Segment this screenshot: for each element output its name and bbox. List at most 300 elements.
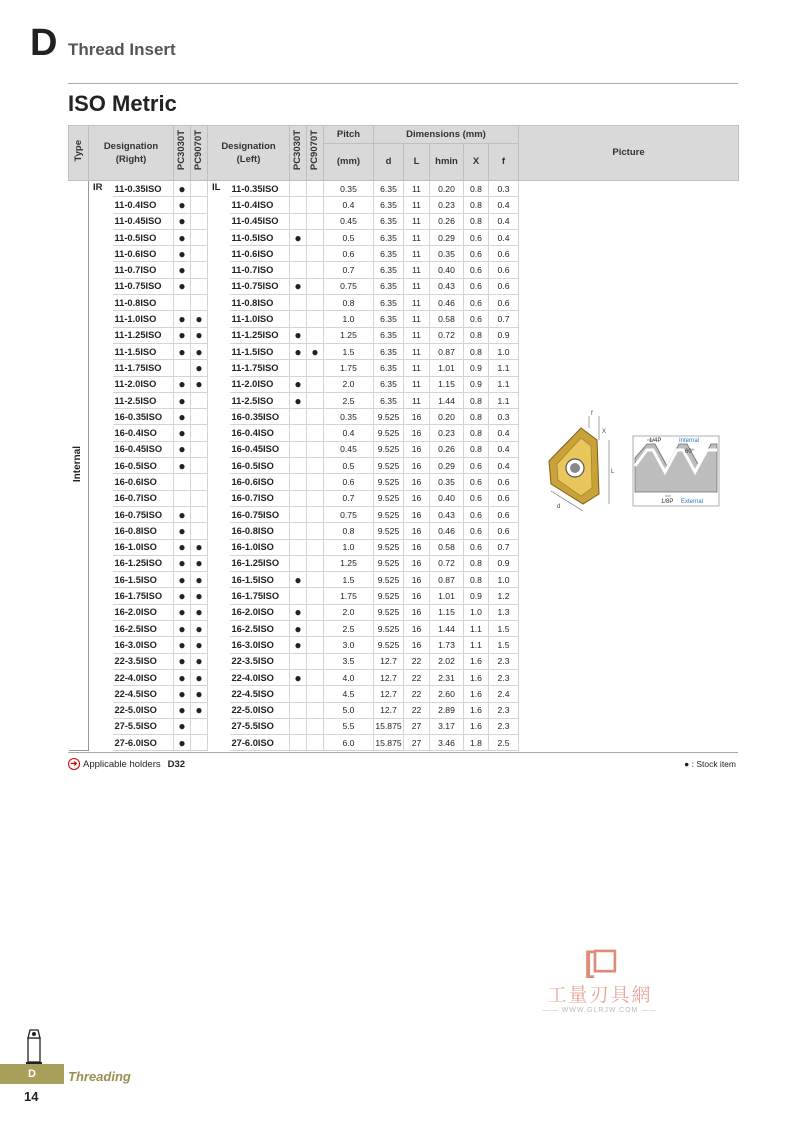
grade-pc3030t-left: ● bbox=[290, 343, 307, 359]
grade-pc3030t-right: ● bbox=[174, 718, 191, 734]
pitch-value: 2.0 bbox=[324, 604, 374, 620]
dim-hmin: 0.46 bbox=[430, 295, 464, 311]
dim-f: 1.2 bbox=[489, 588, 519, 604]
grade-pc3030t-left bbox=[290, 262, 307, 278]
grade-pc9070t-left bbox=[307, 360, 324, 376]
grade-pc3030t-left: ● bbox=[290, 637, 307, 653]
designation-left: 16-0.7ISO bbox=[230, 490, 290, 506]
dim-hmin: 0.20 bbox=[430, 409, 464, 425]
spec-table bbox=[68, 125, 739, 751]
dim-f: 0.3 bbox=[489, 409, 519, 425]
grade-pc9070t-left bbox=[307, 539, 324, 555]
designation-left: 16-0.6ISO bbox=[230, 474, 290, 490]
dim-d: 6.35 bbox=[374, 327, 404, 343]
dim-f: 1.1 bbox=[489, 360, 519, 376]
dim-f: 0.6 bbox=[489, 262, 519, 278]
grade-pc9070t-left bbox=[307, 246, 324, 262]
grade-pc3030t-left bbox=[290, 506, 307, 522]
dim-x: 1.0 bbox=[464, 604, 489, 620]
label-d: d bbox=[556, 503, 561, 510]
dim-f: 0.6 bbox=[489, 474, 519, 490]
grade-pc9070t-left bbox=[307, 653, 324, 669]
dim-l: 16 bbox=[404, 555, 430, 571]
dim-l: 11 bbox=[404, 262, 430, 278]
grade-pc9070t-left bbox=[307, 490, 324, 506]
dim-f: 0.4 bbox=[489, 197, 519, 213]
grade-pc3030t-left: ● bbox=[290, 392, 307, 408]
grade-pc9070t-right: ● bbox=[191, 686, 208, 702]
dim-x: 0.8 bbox=[464, 392, 489, 408]
grade-pc9070t-left bbox=[307, 213, 324, 229]
grade-pc3030t-right: ● bbox=[174, 555, 191, 571]
header-l: L bbox=[404, 144, 430, 181]
grade-pc9070t-right: ● bbox=[191, 343, 208, 359]
section-letter: D bbox=[30, 22, 58, 64]
header-designation-left: Designation (Left) bbox=[208, 126, 290, 181]
grade-pc3030t-left: ● bbox=[290, 278, 307, 294]
grade-pc3030t-right bbox=[174, 490, 191, 506]
grade-pc3030t-left bbox=[290, 474, 307, 490]
label-angle: 60° bbox=[684, 448, 694, 455]
dim-l: 11 bbox=[404, 311, 430, 327]
grade-pc9070t-right bbox=[191, 213, 208, 229]
grade-pc9070t-left bbox=[307, 474, 324, 490]
designation-left: 11-0.7ISO bbox=[230, 262, 290, 278]
pitch-value: 0.7 bbox=[324, 262, 374, 278]
grade-pc3030t-left bbox=[290, 197, 307, 213]
grade-pc9070t-right bbox=[191, 458, 208, 474]
dim-f: 0.7 bbox=[489, 311, 519, 327]
designation-right: 11-1.5ISO bbox=[113, 343, 174, 359]
grade-pc9070t-left bbox=[307, 735, 324, 751]
pitch-value: 1.5 bbox=[324, 343, 374, 359]
dim-x: 1.6 bbox=[464, 718, 489, 734]
header-x: X bbox=[464, 144, 489, 181]
grade-pc3030t-left: ● bbox=[290, 604, 307, 620]
grade-pc3030t-right bbox=[174, 295, 191, 311]
dim-x: 1.6 bbox=[464, 702, 489, 718]
dim-hmin: 0.26 bbox=[430, 441, 464, 457]
grade-pc9070t-right: ● bbox=[191, 669, 208, 685]
dim-x: 1.1 bbox=[464, 637, 489, 653]
dim-l: 22 bbox=[404, 669, 430, 685]
grade-pc9070t-right bbox=[191, 181, 208, 197]
grade-pc9070t-right bbox=[191, 735, 208, 751]
designation-right: 11-0.5ISO bbox=[113, 229, 174, 245]
designation-left: 22-3.5ISO bbox=[230, 653, 290, 669]
header-designation-right: Designation (Right) bbox=[89, 126, 174, 181]
dim-x: 0.8 bbox=[464, 441, 489, 457]
dim-x: 0.6 bbox=[464, 474, 489, 490]
dim-l: 16 bbox=[404, 572, 430, 588]
dim-hmin: 1.15 bbox=[430, 376, 464, 392]
pitch-value: 0.8 bbox=[324, 523, 374, 539]
designation-right: 16-3.0ISO bbox=[113, 637, 174, 653]
grade-pc9070t-right bbox=[191, 295, 208, 311]
page-title: ISO Metric bbox=[68, 91, 177, 116]
dim-f: 0.9 bbox=[489, 555, 519, 571]
grade-pc3030t-left bbox=[290, 458, 307, 474]
dim-hmin: 0.58 bbox=[430, 539, 464, 555]
header-pitch: Pitch bbox=[324, 126, 374, 144]
dim-l: 16 bbox=[404, 588, 430, 604]
dim-d: 6.35 bbox=[374, 392, 404, 408]
watermark-url: —— WWW.GLRJW.COM —— bbox=[542, 1007, 658, 1014]
designation-left: 16-1.25ISO bbox=[230, 555, 290, 571]
pitch-value: 1.25 bbox=[324, 555, 374, 571]
grade-pc3030t-left bbox=[290, 718, 307, 734]
label-eighth-pitch: 1/8P bbox=[660, 498, 674, 505]
designation-left: 11-0.75ISO bbox=[230, 278, 290, 294]
designation-left: 27-6.0ISO bbox=[230, 735, 290, 751]
grade-pc9070t-left bbox=[307, 555, 324, 571]
dim-hmin: 0.35 bbox=[430, 474, 464, 490]
dim-l: 16 bbox=[404, 523, 430, 539]
dim-d: 9.525 bbox=[374, 474, 404, 490]
designation-left: 11-0.5ISO bbox=[230, 229, 290, 245]
designation-right: 16-2.5ISO bbox=[113, 621, 174, 637]
grade-pc9070t-right: ● bbox=[191, 327, 208, 343]
dim-d: 6.35 bbox=[374, 376, 404, 392]
grade-pc3030t-right: ● bbox=[174, 181, 191, 197]
dim-l: 11 bbox=[404, 376, 430, 392]
grade-pc3030t-right: ● bbox=[174, 637, 191, 653]
pitch-value: 5.0 bbox=[324, 702, 374, 718]
dim-hmin: 1.73 bbox=[430, 637, 464, 653]
applicable-holders-note bbox=[68, 758, 185, 770]
dim-hmin: 1.01 bbox=[430, 588, 464, 604]
dim-f: 0.6 bbox=[489, 506, 519, 522]
dim-d: 6.35 bbox=[374, 295, 404, 311]
grade-pc9070t-left bbox=[307, 588, 324, 604]
dim-l: 11 bbox=[404, 246, 430, 262]
grade-pc3030t-right: ● bbox=[174, 425, 191, 441]
reference-arrow-icon: ➔ bbox=[68, 758, 80, 770]
insert-diagram bbox=[529, 406, 729, 526]
dim-f: 1.0 bbox=[489, 343, 519, 359]
dim-l: 16 bbox=[404, 425, 430, 441]
right-hand-code: IR bbox=[93, 182, 103, 193]
grade-pc3030t-right: ● bbox=[174, 262, 191, 278]
dim-x: 0.6 bbox=[464, 458, 489, 474]
header-grade-pc3030t: PC3030T bbox=[174, 126, 191, 181]
designation-left: 11-0.4ISO bbox=[230, 197, 290, 213]
section-tab[interactable]: D bbox=[0, 1064, 64, 1084]
threading-tool-icon bbox=[24, 1028, 48, 1066]
dim-hmin: 0.43 bbox=[430, 506, 464, 522]
designation-left: 16-2.5ISO bbox=[230, 621, 290, 637]
grade-pc3030t-right: ● bbox=[174, 229, 191, 245]
pitch-value: 0.4 bbox=[324, 197, 374, 213]
designation-left: 16-0.35ISO bbox=[230, 409, 290, 425]
dim-d: 12.7 bbox=[374, 702, 404, 718]
dim-hmin: 0.29 bbox=[430, 458, 464, 474]
dim-f: 1.3 bbox=[489, 604, 519, 620]
label-internal: Internal bbox=[678, 437, 699, 444]
grade-pc3030t-right: ● bbox=[174, 686, 191, 702]
designation-right: 16-0.45ISO bbox=[113, 441, 174, 457]
grade-pc9070t-left bbox=[307, 197, 324, 213]
grade-pc9070t-right: ● bbox=[191, 702, 208, 718]
grade-pc3030t-right: ● bbox=[174, 327, 191, 343]
designation-right: 11-0.8ISO bbox=[113, 295, 174, 311]
grade-pc3030t-right: ● bbox=[174, 539, 191, 555]
grade-pc9070t-right: ● bbox=[191, 539, 208, 555]
dim-f: 2.3 bbox=[489, 702, 519, 718]
dim-x: 0.6 bbox=[464, 229, 489, 245]
table-row bbox=[69, 181, 739, 197]
dim-f: 0.4 bbox=[489, 458, 519, 474]
grade-pc9070t-left bbox=[307, 718, 324, 734]
grade-pc3030t-left bbox=[290, 588, 307, 604]
dim-f: 0.3 bbox=[489, 181, 519, 197]
designation-left: 16-3.0ISO bbox=[230, 637, 290, 653]
grade-pc9070t-right bbox=[191, 278, 208, 294]
grade-pc3030t-right: ● bbox=[174, 523, 191, 539]
thread-profile-figure bbox=[633, 436, 719, 506]
grade-pc9070t-left: ● bbox=[307, 343, 324, 359]
dim-hmin: 1.01 bbox=[430, 360, 464, 376]
header-type: Type bbox=[69, 126, 89, 181]
pitch-value: 0.6 bbox=[324, 246, 374, 262]
grade-pc9070t-left bbox=[307, 327, 324, 343]
dim-f: 0.4 bbox=[489, 229, 519, 245]
dim-x: 1.6 bbox=[464, 686, 489, 702]
dim-d: 6.35 bbox=[374, 311, 404, 327]
designation-left: 11-1.0ISO bbox=[230, 311, 290, 327]
grade-pc9070t-right: ● bbox=[191, 311, 208, 327]
designation-right: 16-1.5ISO bbox=[113, 572, 174, 588]
grade-pc3030t-left: ● bbox=[290, 229, 307, 245]
dim-hmin: 0.23 bbox=[430, 425, 464, 441]
dim-f: 0.6 bbox=[489, 278, 519, 294]
grade-pc3030t-right bbox=[174, 474, 191, 490]
dim-d: 9.525 bbox=[374, 539, 404, 555]
grade-pc9070t-left bbox=[307, 295, 324, 311]
holders-ref-link[interactable]: D32 bbox=[167, 758, 186, 770]
grade-pc3030t-right: ● bbox=[174, 735, 191, 751]
header-picture: Picture bbox=[519, 126, 739, 181]
dim-hmin: 2.60 bbox=[430, 686, 464, 702]
dim-l: 16 bbox=[404, 506, 430, 522]
dim-x: 0.9 bbox=[464, 376, 489, 392]
grade-pc9070t-right: ● bbox=[191, 637, 208, 653]
grade-pc3030t-right: ● bbox=[174, 621, 191, 637]
dim-x: 0.8 bbox=[464, 197, 489, 213]
section-name: Threading bbox=[68, 1069, 131, 1084]
grade-pc3030t-left: ● bbox=[290, 572, 307, 588]
grade-pc3030t-left bbox=[290, 702, 307, 718]
dim-x: 0.6 bbox=[464, 490, 489, 506]
dim-hmin: 0.87 bbox=[430, 572, 464, 588]
dim-x: 1.6 bbox=[464, 653, 489, 669]
grade-pc3030t-left: ● bbox=[290, 327, 307, 343]
dim-l: 16 bbox=[404, 458, 430, 474]
grade-pc3030t-right: ● bbox=[174, 197, 191, 213]
dim-hmin: 1.44 bbox=[430, 621, 464, 637]
dim-d: 12.7 bbox=[374, 686, 404, 702]
dim-l: 11 bbox=[404, 343, 430, 359]
grade-pc9070t-right bbox=[191, 262, 208, 278]
dim-l: 16 bbox=[404, 441, 430, 457]
dim-x: 0.6 bbox=[464, 506, 489, 522]
dim-hmin: 0.26 bbox=[430, 213, 464, 229]
dim-l: 16 bbox=[404, 490, 430, 506]
pitch-value: 0.75 bbox=[324, 506, 374, 522]
pitch-value: 1.25 bbox=[324, 327, 374, 343]
grade-pc3030t-right: ● bbox=[174, 604, 191, 620]
dim-l: 11 bbox=[404, 278, 430, 294]
grade-pc9070t-right bbox=[191, 246, 208, 262]
grade-pc3030t-left bbox=[290, 490, 307, 506]
dim-l: 16 bbox=[404, 604, 430, 620]
grade-pc9070t-left bbox=[307, 458, 324, 474]
designation-left: 11-0.45ISO bbox=[230, 213, 290, 229]
dim-hmin: 0.72 bbox=[430, 327, 464, 343]
pitch-value: 0.8 bbox=[324, 295, 374, 311]
dim-f: 0.4 bbox=[489, 425, 519, 441]
dim-x: 0.8 bbox=[464, 555, 489, 571]
grade-pc3030t-left bbox=[290, 409, 307, 425]
grade-pc3030t-left bbox=[290, 213, 307, 229]
dim-f: 1.1 bbox=[489, 392, 519, 408]
grade-pc9070t-right bbox=[191, 441, 208, 457]
dim-x: 0.8 bbox=[464, 343, 489, 359]
grade-pc3030t-left bbox=[290, 539, 307, 555]
dim-x: 0.9 bbox=[464, 588, 489, 604]
insert-figure bbox=[549, 416, 609, 511]
dim-l: 22 bbox=[404, 686, 430, 702]
dim-hmin: 0.46 bbox=[430, 523, 464, 539]
dim-hmin: 2.31 bbox=[430, 669, 464, 685]
dim-l: 16 bbox=[404, 621, 430, 637]
dim-d: 9.525 bbox=[374, 621, 404, 637]
watermark bbox=[530, 945, 670, 1014]
designation-left: 11-2.5ISO bbox=[230, 392, 290, 408]
dim-l: 27 bbox=[404, 735, 430, 751]
dim-hmin: 0.43 bbox=[430, 278, 464, 294]
dim-d: 12.7 bbox=[374, 669, 404, 685]
grade-pc3030t-right: ● bbox=[174, 588, 191, 604]
dim-hmin: 3.17 bbox=[430, 718, 464, 734]
dim-x: 0.6 bbox=[464, 539, 489, 555]
grade-pc3030t-left bbox=[290, 653, 307, 669]
left-hand-code: IL bbox=[212, 182, 221, 193]
grade-pc9070t-left bbox=[307, 523, 324, 539]
dim-hmin: 1.15 bbox=[430, 604, 464, 620]
grade-pc3030t-right: ● bbox=[174, 506, 191, 522]
grade-pc3030t-left bbox=[290, 295, 307, 311]
dim-x: 0.6 bbox=[464, 295, 489, 311]
grade-pc3030t-left bbox=[290, 425, 307, 441]
header-grade-pc9070t: PC9070T bbox=[191, 126, 208, 181]
dim-f: 2.3 bbox=[489, 669, 519, 685]
grade-pc9070t-left bbox=[307, 376, 324, 392]
label-x: X bbox=[601, 428, 606, 435]
dim-l: 11 bbox=[404, 181, 430, 197]
designation-left: 11-2.0ISO bbox=[230, 376, 290, 392]
dim-f: 1.5 bbox=[489, 637, 519, 653]
dim-f: 2.3 bbox=[489, 653, 519, 669]
dim-x: 0.6 bbox=[464, 523, 489, 539]
dim-l: 11 bbox=[404, 197, 430, 213]
dim-d: 6.35 bbox=[374, 262, 404, 278]
grade-pc3030t-right: ● bbox=[174, 343, 191, 359]
dim-x: 0.9 bbox=[464, 360, 489, 376]
pitch-value: 1.5 bbox=[324, 572, 374, 588]
dim-x: 0.6 bbox=[464, 278, 489, 294]
pitch-value: 6.0 bbox=[324, 735, 374, 751]
dim-d: 6.35 bbox=[374, 229, 404, 245]
designation-right: 16-1.0ISO bbox=[113, 539, 174, 555]
designation-right: 16-0.35ISO bbox=[113, 409, 174, 425]
dim-d: 9.525 bbox=[374, 409, 404, 425]
dim-l: 16 bbox=[404, 637, 430, 653]
dim-f: 0.4 bbox=[489, 441, 519, 457]
grade-pc3030t-right: ● bbox=[174, 458, 191, 474]
grade-pc3030t-right: ● bbox=[174, 246, 191, 262]
header-pitch-unit: (mm) bbox=[324, 144, 374, 181]
dim-x: 0.8 bbox=[464, 409, 489, 425]
pitch-value: 3.0 bbox=[324, 637, 374, 653]
grade-pc3030t-right: ● bbox=[174, 376, 191, 392]
designation-left: 11-0.6ISO bbox=[230, 246, 290, 262]
dim-f: 0.4 bbox=[489, 213, 519, 229]
grade-pc9070t-left bbox=[307, 441, 324, 457]
grade-pc3030t-left bbox=[290, 555, 307, 571]
grade-pc9070t-left bbox=[307, 637, 324, 653]
dim-hmin: 0.40 bbox=[430, 490, 464, 506]
dim-x: 1.1 bbox=[464, 621, 489, 637]
designation-right: 16-1.25ISO bbox=[113, 555, 174, 571]
grade-pc9070t-left bbox=[307, 181, 324, 197]
designation-right: 11-2.5ISO bbox=[113, 392, 174, 408]
dim-hmin: 0.23 bbox=[430, 197, 464, 213]
dim-x: 0.6 bbox=[464, 262, 489, 278]
dim-x: 0.8 bbox=[464, 572, 489, 588]
designation-right: 27-6.0ISO bbox=[113, 735, 174, 751]
dim-d: 9.525 bbox=[374, 506, 404, 522]
grade-pc3030t-left: ● bbox=[290, 376, 307, 392]
designation-left: 16-0.5ISO bbox=[230, 458, 290, 474]
grade-pc3030t-left: ● bbox=[290, 621, 307, 637]
dim-l: 16 bbox=[404, 474, 430, 490]
dim-d: 9.525 bbox=[374, 604, 404, 620]
pitch-value: 2.5 bbox=[324, 621, 374, 637]
dim-d: 6.35 bbox=[374, 246, 404, 262]
pitch-value: 4.0 bbox=[324, 669, 374, 685]
grade-pc3030t-right: ● bbox=[174, 441, 191, 457]
dim-f: 2.3 bbox=[489, 718, 519, 734]
dim-hmin: 0.40 bbox=[430, 262, 464, 278]
type-internal-cell bbox=[69, 181, 89, 751]
designation-right: 11-1.75ISO bbox=[113, 360, 174, 376]
designation-left: 11-1.75ISO bbox=[230, 360, 290, 376]
header-dimensions: Dimensions (mm) bbox=[374, 126, 519, 144]
header-hmin: hmin bbox=[430, 144, 464, 181]
dim-x: 0.8 bbox=[464, 327, 489, 343]
dim-hmin: 0.20 bbox=[430, 181, 464, 197]
grade-pc9070t-right: ● bbox=[191, 555, 208, 571]
label-l: L bbox=[610, 468, 615, 475]
grade-pc3030t-left bbox=[290, 360, 307, 376]
pitch-value: 1.75 bbox=[324, 360, 374, 376]
dim-x: 0.6 bbox=[464, 246, 489, 262]
dim-d: 9.525 bbox=[374, 637, 404, 653]
grade-pc9070t-right bbox=[191, 506, 208, 522]
header-grade-pc3030t-left: PC3030T bbox=[290, 126, 307, 181]
dim-d: 9.525 bbox=[374, 425, 404, 441]
